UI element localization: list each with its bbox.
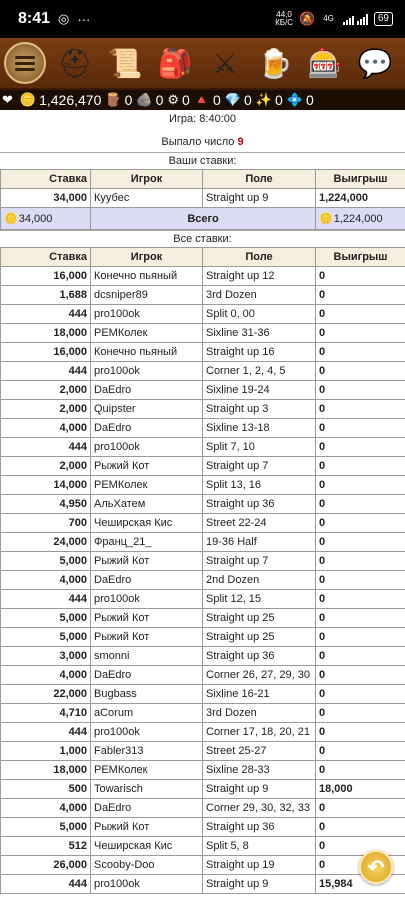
resource-value: 0 bbox=[305, 92, 314, 108]
cell-win: 0 bbox=[316, 400, 405, 419]
cell-field: Split 13, 16 bbox=[203, 476, 316, 495]
total-label: Всего bbox=[91, 208, 316, 230]
cell-stake: 444 bbox=[1, 875, 91, 894]
header-player: Игрок bbox=[91, 248, 203, 267]
cell-win: 0 bbox=[316, 742, 405, 761]
header-stake: Ставка bbox=[1, 170, 91, 189]
cell-field: Corner 26, 27, 29, 30 bbox=[203, 666, 316, 685]
cell-stake: 5,000 bbox=[1, 628, 91, 647]
cell-player: pro100ok bbox=[91, 590, 203, 609]
resource-item bbox=[256, 92, 283, 108]
result-label: Выпало число bbox=[161, 136, 235, 148]
table-row bbox=[1, 723, 405, 742]
cell-player: Конечно пьяный bbox=[91, 267, 203, 286]
cell-field: Sixline 31-36 bbox=[203, 324, 316, 343]
cell-stake: 1,000 bbox=[1, 742, 91, 761]
resource-bar bbox=[0, 90, 405, 110]
cell-stake: 16,000 bbox=[1, 343, 91, 362]
cell-player: DaEdro bbox=[91, 419, 203, 438]
cell-player: Рыжий Кот bbox=[91, 609, 203, 628]
cell-win: 0 bbox=[316, 704, 405, 723]
cell-field: Straight up 36 bbox=[203, 818, 316, 837]
signal-icon-2 bbox=[357, 13, 368, 25]
table-row bbox=[1, 476, 405, 495]
table-row bbox=[1, 590, 405, 609]
resource-item bbox=[194, 92, 221, 108]
table-row bbox=[1, 704, 405, 723]
total-row bbox=[1, 208, 405, 230]
all-bets-title: Все ставки: bbox=[0, 230, 405, 247]
cell-win: 0 bbox=[316, 514, 405, 533]
cell-player: PEMКолек bbox=[91, 476, 203, 495]
resource-item bbox=[105, 92, 132, 108]
table-row bbox=[1, 609, 405, 628]
table-row bbox=[1, 818, 405, 837]
cell-win: 1,224,000 bbox=[316, 189, 405, 208]
cell-stake: 2,000 bbox=[1, 381, 91, 400]
cell-stake: 444 bbox=[1, 305, 91, 324]
cell-stake: 4,000 bbox=[1, 799, 91, 818]
cell-field: Split 5, 8 bbox=[203, 837, 316, 856]
more-dots-icon: ··· bbox=[77, 11, 91, 27]
cell-stake: 3,000 bbox=[1, 647, 91, 666]
cell-player: Чеширская Кис bbox=[91, 514, 203, 533]
cell-player: dcsniper89 bbox=[91, 286, 203, 305]
cell-win: 0 bbox=[316, 628, 405, 647]
network-type: 4G bbox=[323, 14, 334, 23]
sulfur-icon: 🔺 bbox=[193, 92, 210, 107]
cell-stake: 24,000 bbox=[1, 533, 91, 552]
iron-icon: ⚙ bbox=[167, 92, 180, 107]
cell-field: Street 22-24 bbox=[203, 514, 316, 533]
cell-stake: 512 bbox=[1, 837, 91, 856]
cell-player: Франц_21_ bbox=[91, 533, 203, 552]
total-win bbox=[316, 208, 405, 230]
cell-player: DaEdro bbox=[91, 666, 203, 685]
resource-value: 0 bbox=[182, 92, 190, 108]
cell-win: 15,984 bbox=[316, 875, 405, 894]
cell-stake: 700 bbox=[1, 514, 91, 533]
cell-win: 0 bbox=[316, 799, 405, 818]
cell-stake: 1,688 bbox=[1, 286, 91, 305]
crossed-swords-icon[interactable]: ⚔ bbox=[212, 47, 238, 79]
cell-win: 0 bbox=[316, 818, 405, 837]
menu-button[interactable] bbox=[4, 42, 46, 84]
table-row bbox=[1, 685, 405, 704]
table-row bbox=[1, 837, 405, 856]
cell-field: Corner 17, 18, 20, 21 bbox=[203, 723, 316, 742]
cell-win: 18,000 bbox=[316, 780, 405, 799]
heart-icon: ❤ bbox=[2, 92, 13, 107]
knight-helmet-icon[interactable]: ⛑ bbox=[57, 47, 93, 79]
table-row bbox=[1, 457, 405, 476]
cell-win: 0 bbox=[316, 381, 405, 400]
cell-stake: 34,000 bbox=[1, 189, 91, 208]
all-bets-table bbox=[0, 247, 405, 894]
table-header-row bbox=[1, 170, 405, 189]
table-row bbox=[1, 324, 405, 343]
cell-player: DaEdro bbox=[91, 799, 203, 818]
cell-player: pro100ok bbox=[91, 362, 203, 381]
cell-win: 0 bbox=[316, 647, 405, 666]
cell-win: 0 bbox=[316, 362, 405, 381]
cell-field: Straight up 36 bbox=[203, 647, 316, 666]
cell-win: 0 bbox=[316, 856, 405, 875]
stone-icon: 🪨 bbox=[136, 92, 153, 107]
cell-stake: 14,000 bbox=[1, 476, 91, 495]
table-row bbox=[1, 381, 405, 400]
cell-player: DaEdro bbox=[91, 381, 203, 400]
your-bets-table bbox=[0, 169, 405, 230]
resource-item bbox=[287, 92, 314, 108]
cell-player: DaEdro bbox=[91, 571, 203, 590]
cell-stake: 5,000 bbox=[1, 552, 91, 571]
result-line bbox=[0, 130, 405, 152]
table-row bbox=[1, 438, 405, 457]
table-row bbox=[1, 799, 405, 818]
cell-player: smonni bbox=[91, 647, 203, 666]
table-row bbox=[1, 362, 405, 381]
cell-player: PEMКолек bbox=[91, 324, 203, 343]
cell-win: 0 bbox=[316, 552, 405, 571]
cell-player: Куубес bbox=[91, 189, 203, 208]
scroll-map-icon[interactable]: 📜 bbox=[107, 47, 143, 79]
cell-win: 0 bbox=[316, 419, 405, 438]
speed-unit: КБ/С bbox=[275, 18, 294, 27]
result-number: 9 bbox=[237, 136, 244, 148]
header-win: Выигрыш bbox=[316, 170, 405, 189]
cell-stake: 16,000 bbox=[1, 267, 91, 286]
cell-win: 0 bbox=[316, 609, 405, 628]
cell-win: 0 bbox=[316, 267, 405, 286]
table-row bbox=[1, 761, 405, 780]
cell-stake: 26,000 bbox=[1, 856, 91, 875]
resource-value: 0 bbox=[213, 92, 221, 108]
cell-win: 0 bbox=[316, 305, 405, 324]
cell-win: 0 bbox=[316, 495, 405, 514]
diamond-icon: 💠 bbox=[286, 92, 303, 107]
table-row bbox=[1, 514, 405, 533]
cell-field: Corner 29, 30, 32, 33 bbox=[203, 799, 316, 818]
total-stake bbox=[1, 208, 91, 230]
cell-field: 19-36 Half bbox=[203, 533, 316, 552]
cell-player: Рыжий Кот bbox=[91, 552, 203, 571]
cell-player: АльХатем bbox=[91, 495, 203, 514]
cell-field: 3rd Dozen bbox=[203, 704, 316, 723]
cell-field: Straight up 19 bbox=[203, 856, 316, 875]
cell-stake: 444 bbox=[1, 362, 91, 381]
cell-win: 0 bbox=[316, 533, 405, 552]
game-time: Игра: 8:40:00 bbox=[169, 113, 236, 125]
table-row bbox=[1, 533, 405, 552]
total-stake-value: 34,000 bbox=[18, 213, 53, 225]
cell-player: Конечно пьяный bbox=[91, 343, 203, 362]
table-row bbox=[1, 647, 405, 666]
cell-player: PEMКолек bbox=[91, 761, 203, 780]
table-row bbox=[1, 419, 405, 438]
cell-stake: 500 bbox=[1, 780, 91, 799]
resource-item bbox=[2, 92, 16, 108]
cell-stake: 444 bbox=[1, 590, 91, 609]
cell-player: Bugbass bbox=[91, 685, 203, 704]
resource-item bbox=[167, 92, 189, 108]
table-row bbox=[1, 305, 405, 324]
cell-field: Sixline 19-24 bbox=[203, 381, 316, 400]
cell-field: Straight up 9 bbox=[203, 780, 316, 799]
cell-field: Straight up 3 bbox=[203, 400, 316, 419]
resource-item bbox=[225, 92, 252, 108]
resource-value: 0 bbox=[155, 92, 164, 108]
table-row bbox=[1, 400, 405, 419]
cell-win: 0 bbox=[316, 457, 405, 476]
cell-field: Straight up 7 bbox=[203, 457, 316, 476]
cell-field: Straight up 25 bbox=[203, 609, 316, 628]
cell-win: 0 bbox=[316, 324, 405, 343]
cell-stake: 5,000 bbox=[1, 818, 91, 837]
gold-icon: 🪙 bbox=[19, 92, 37, 107]
resource-item bbox=[20, 92, 101, 108]
table-row bbox=[1, 495, 405, 514]
battery-icon: 69 bbox=[374, 12, 393, 26]
cell-field: Sixline 13-18 bbox=[203, 419, 316, 438]
cell-field: Street 25-27 bbox=[203, 742, 316, 761]
cell-field: Straight up 25 bbox=[203, 628, 316, 647]
cell-win: 0 bbox=[316, 571, 405, 590]
cell-stake: 18,000 bbox=[1, 324, 91, 343]
cell-field: Straight up 7 bbox=[203, 552, 316, 571]
cell-player: Quipster bbox=[91, 400, 203, 419]
cell-player: pro100ok bbox=[91, 438, 203, 457]
signal-icon bbox=[343, 13, 354, 25]
cell-win: 0 bbox=[316, 723, 405, 742]
resource-item bbox=[136, 92, 163, 108]
cell-win: 0 bbox=[316, 286, 405, 305]
cell-field: 3rd Dozen bbox=[203, 286, 316, 305]
undo-arrow-icon: ↶ bbox=[367, 856, 385, 879]
header-player: Игрок bbox=[91, 170, 203, 189]
gold-icon: 🪙 bbox=[4, 213, 18, 225]
cell-player: Рыжий Кот bbox=[91, 818, 203, 837]
cell-player: Рыжий Кот bbox=[91, 457, 203, 476]
table-row bbox=[1, 666, 405, 685]
cell-win: 0 bbox=[316, 590, 405, 609]
cell-win: 0 bbox=[316, 837, 405, 856]
cell-win: 0 bbox=[316, 685, 405, 704]
mute-bell-icon: 🔕 bbox=[299, 11, 316, 26]
header-field: Поле bbox=[203, 248, 316, 267]
cell-player: Fabler313 bbox=[91, 742, 203, 761]
table-row bbox=[1, 875, 405, 894]
cell-win: 0 bbox=[316, 476, 405, 495]
wood-icon: 🪵 bbox=[105, 92, 122, 107]
table-row bbox=[1, 286, 405, 305]
resource-value: 0 bbox=[274, 92, 283, 108]
cell-win: 0 bbox=[316, 761, 405, 780]
roulette-icon[interactable]: 🎰 bbox=[307, 47, 343, 79]
table-row bbox=[1, 189, 405, 208]
cell-field: Straight up 12 bbox=[203, 267, 316, 286]
backpack-icon[interactable]: 🎒 bbox=[157, 47, 193, 79]
total-win-value: 1,224,000 bbox=[333, 213, 383, 225]
table-row bbox=[1, 343, 405, 362]
table-row bbox=[1, 571, 405, 590]
resource-value: 0 bbox=[124, 92, 133, 108]
cell-stake: 2,000 bbox=[1, 400, 91, 419]
cell-stake: 4,710 bbox=[1, 704, 91, 723]
cell-player: Рыжий Кот bbox=[91, 628, 203, 647]
status-time: 8:41 bbox=[18, 10, 51, 27]
cell-win: 0 bbox=[316, 438, 405, 457]
cell-player: Scooby-Doo bbox=[91, 856, 203, 875]
header-stake: Ставка bbox=[1, 248, 91, 267]
speed-value: 44,0 bbox=[276, 10, 292, 19]
game-nav-bar bbox=[0, 38, 405, 90]
cell-player: Towarisch bbox=[91, 780, 203, 799]
status-bar bbox=[0, 0, 405, 38]
cell-field: Corner 1, 2, 4, 5 bbox=[203, 362, 316, 381]
table-row bbox=[1, 552, 405, 571]
cell-stake: 22,000 bbox=[1, 685, 91, 704]
cell-field: Split 12, 15 bbox=[203, 590, 316, 609]
roulette-results bbox=[0, 110, 405, 894]
table-row bbox=[1, 628, 405, 647]
table-row bbox=[1, 742, 405, 761]
cell-field: Straight up 9 bbox=[203, 189, 316, 208]
cell-stake: 444 bbox=[1, 438, 91, 457]
table-row bbox=[1, 856, 405, 875]
cell-field: Split 0, 00 bbox=[203, 305, 316, 324]
cell-stake: 4,000 bbox=[1, 419, 91, 438]
resource-value: 0 bbox=[243, 92, 252, 108]
cell-stake: 444 bbox=[1, 723, 91, 742]
tavern-mug-icon[interactable]: 🍺 bbox=[257, 47, 293, 79]
crystal-icon: 💎 bbox=[224, 92, 241, 107]
cell-field: Sixline 16-21 bbox=[203, 685, 316, 704]
gold-icon: 🪙 bbox=[319, 213, 333, 225]
cell-field: 2nd Dozen bbox=[203, 571, 316, 590]
chat-bubble-icon[interactable]: 💬 bbox=[357, 47, 393, 79]
gems-icon: ✨ bbox=[255, 92, 272, 107]
cell-player: pro100ok bbox=[91, 305, 203, 324]
table-row bbox=[1, 267, 405, 286]
cell-stake: 5,000 bbox=[1, 609, 91, 628]
back-button[interactable] bbox=[359, 850, 393, 884]
cell-field: Straight up 16 bbox=[203, 343, 316, 362]
table-row bbox=[1, 780, 405, 799]
network-speed bbox=[275, 11, 293, 27]
header-win: Выигрыш bbox=[316, 248, 405, 267]
resource-value: 1,426,470 bbox=[39, 92, 102, 108]
cell-player: pro100ok bbox=[91, 875, 203, 894]
cell-field: Sixline 28-33 bbox=[203, 761, 316, 780]
your-bets-title: Ваши ставки: bbox=[0, 152, 405, 169]
whatsapp-icon: ◎ bbox=[58, 11, 70, 26]
cell-stake: 2,000 bbox=[1, 457, 91, 476]
cell-stake: 4,000 bbox=[1, 571, 91, 590]
cell-field: Straight up 36 bbox=[203, 495, 316, 514]
header-field: Поле bbox=[203, 170, 316, 189]
cell-stake: 4,000 bbox=[1, 666, 91, 685]
cell-player: Чеширская Кис bbox=[91, 837, 203, 856]
cell-win: 0 bbox=[316, 343, 405, 362]
cell-win: 0 bbox=[316, 666, 405, 685]
cell-stake: 18,000 bbox=[1, 761, 91, 780]
cell-player: pro100ok bbox=[91, 723, 203, 742]
cell-field: Split 7, 10 bbox=[203, 438, 316, 457]
cell-field: Straight up 9 bbox=[203, 875, 316, 894]
cell-player: aCorum bbox=[91, 704, 203, 723]
table-header-row bbox=[1, 248, 405, 267]
cell-stake: 4,950 bbox=[1, 495, 91, 514]
